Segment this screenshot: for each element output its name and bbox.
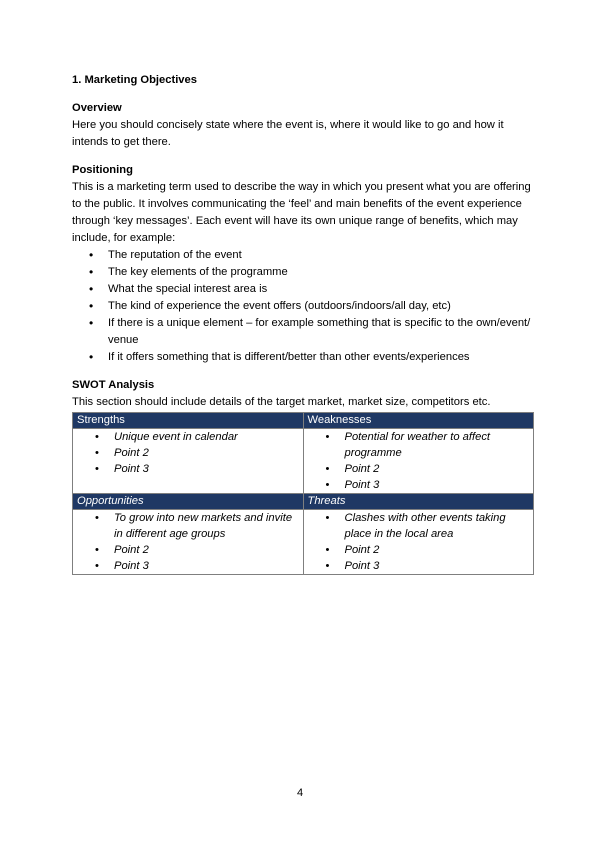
threats-cell (303, 510, 534, 575)
positioning-section (72, 162, 534, 366)
threats-header: Threats (303, 494, 534, 510)
swot-section (72, 377, 534, 575)
list-item: • Potential for weather to affect programme (304, 429, 534, 461)
opportunities-header: Opportunities (73, 494, 304, 510)
list-item: • Point 3 (304, 477, 534, 493)
list-item: • Clashes with other events taking place in the local area (304, 510, 534, 542)
list-item: • Point 2 (304, 542, 534, 558)
overview-title: Overview (72, 102, 122, 114)
list-item: • What the special interest area is (72, 281, 534, 298)
strengths-cell (73, 429, 304, 494)
list-item: • To grow into new markets and invite in different age groups (73, 510, 303, 542)
overview-text: Here you should concisely state where the event is, where it would like to go and how it intends to get there. (72, 119, 504, 148)
list-item: • If there is a unique element – for example something that is specific to the own/event/ venue (72, 315, 534, 349)
list-item: • Unique event in calendar (73, 429, 303, 445)
weaknesses-header: Weaknesses (303, 413, 534, 429)
list-item: • If it offers something that is different/better than other events/experiences (72, 349, 534, 366)
page-number: 4 (296, 787, 304, 799)
list-item: • Point 3 (304, 558, 534, 574)
strengths-header: Strengths (73, 413, 304, 429)
swot-intro: This section should include details of the target market, market size, competitors etc. (72, 396, 491, 408)
positioning-bullet-list (72, 247, 534, 366)
page-content (72, 72, 534, 575)
list-item: • Point 2 (73, 445, 303, 461)
list-item: • Point 2 (73, 542, 303, 558)
positioning-text: This is a marketing term used to describe the way in which you present what you are offering to the public. It involves communicating the ‘feel’ and main benefits of the event experience through ‘key messages’. Each event will have its own unique range of benefits, which may include, for example: (72, 181, 531, 244)
list-item: • The key elements of the programme (72, 264, 534, 281)
list-item: • Point 3 (73, 558, 303, 574)
weaknesses-cell (303, 429, 534, 494)
opportunities-cell (73, 510, 304, 575)
swot-title: SWOT Analysis (72, 379, 155, 391)
list-item: • The kind of experience the event offers (outdoors/indoors/all day, etc) (72, 298, 534, 315)
list-item: • Point 2 (304, 461, 534, 477)
section-heading: 1. Marketing Objectives (72, 74, 197, 86)
positioning-title: Positioning (72, 164, 133, 176)
overview-section (72, 100, 534, 151)
swot-table (72, 412, 534, 575)
list-item: • The reputation of the event (72, 247, 534, 264)
list-item: • Point 3 (73, 461, 303, 477)
